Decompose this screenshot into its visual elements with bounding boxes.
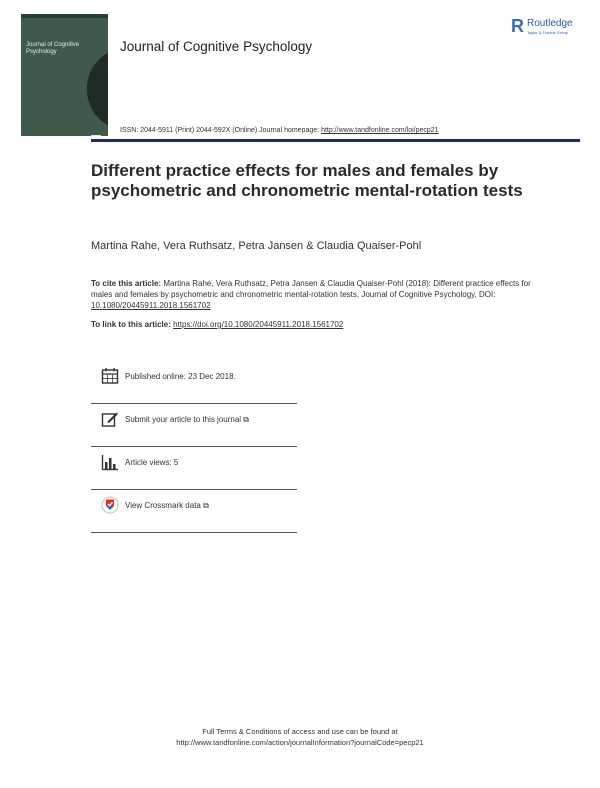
edit-icon: [101, 410, 119, 428]
bar-chart-icon: [101, 453, 119, 471]
terms-url[interactable]: http://www.tandfonline.com/action/journalInformation?journalCode=pecp21: [176, 738, 424, 747]
crossmark-link[interactable]: View Crossmark data: [125, 501, 201, 510]
article-views-text: Article views: 5: [125, 458, 179, 467]
article-title: Different practice effects for males and females by psychometric and chronometric mental-rotation tests: [91, 161, 523, 200]
external-link-icon: ⧉: [243, 415, 250, 424]
calendar-icon: [101, 367, 119, 385]
journal-title: Journal of Cognitive Psychology: [120, 39, 313, 54]
submit-article-link[interactable]: Submit your article to this journal: [125, 415, 242, 424]
issn-line: [120, 127, 439, 134]
submit-article-text[interactable]: [125, 415, 249, 425]
cover-top-strip: [21, 14, 108, 18]
cover-journal-name: Journal of Cognitive Psychology: [26, 42, 80, 55]
publisher-tagline: Taylor & Francis Group: [527, 30, 568, 35]
cover-publisher-logo: [91, 135, 101, 136]
crossmark-text[interactable]: [125, 501, 209, 511]
journal-cover-image: [21, 14, 108, 136]
submit-article-row[interactable]: [91, 404, 297, 447]
article-authors: Martina Rahe, Vera Ruthsatz, Petra Jansen & Claudia Quaiser-Pohl: [91, 240, 422, 252]
article-link-line: [91, 320, 343, 329]
citation-label: To cite this article:: [91, 279, 162, 288]
link-label: To link to this article:: [91, 320, 171, 329]
citation-block: [91, 278, 531, 311]
article-doi-url[interactable]: https://doi.org/10.1080/20445911.2018.1561702: [173, 320, 344, 329]
external-link-icon: ⧉: [203, 501, 209, 510]
doi-link[interactable]: 10.1080/20445911.2018.1561702: [91, 301, 211, 310]
issn-text: ISSN: 2044-5911 (Print) 2044-592X (Online) Journal homepage:: [120, 127, 320, 134]
cover-decorative-arc: [87, 48, 108, 130]
article-views-row: [91, 447, 297, 490]
citation-text: Martina Rahe, Vera Ruthsatz, Petra Jansen & Claudia Quaiser-Pohl (2018): Different practice effects for males and females by psychometric and chronometric mental-rotation tests, Journal of Cognitive Psychology, DOI:: [91, 279, 531, 299]
article-info-list: [91, 361, 297, 533]
crossmark-row[interactable]: [91, 490, 297, 533]
published-online-text: Published online: 23 Dec 2018.: [125, 372, 236, 381]
terms-footer: [0, 726, 600, 748]
header-divider: [91, 139, 580, 142]
terms-text: Full Terms & Conditions of access and use can be found at: [202, 727, 398, 736]
crossmark-icon: [101, 496, 119, 514]
publisher-name: Routledge: [527, 18, 573, 29]
published-online-row: [91, 361, 297, 404]
routledge-r-icon: R: [511, 16, 524, 36]
journal-homepage-link[interactable]: http://www.tandfonline.com/loi/pecp21: [321, 127, 439, 134]
